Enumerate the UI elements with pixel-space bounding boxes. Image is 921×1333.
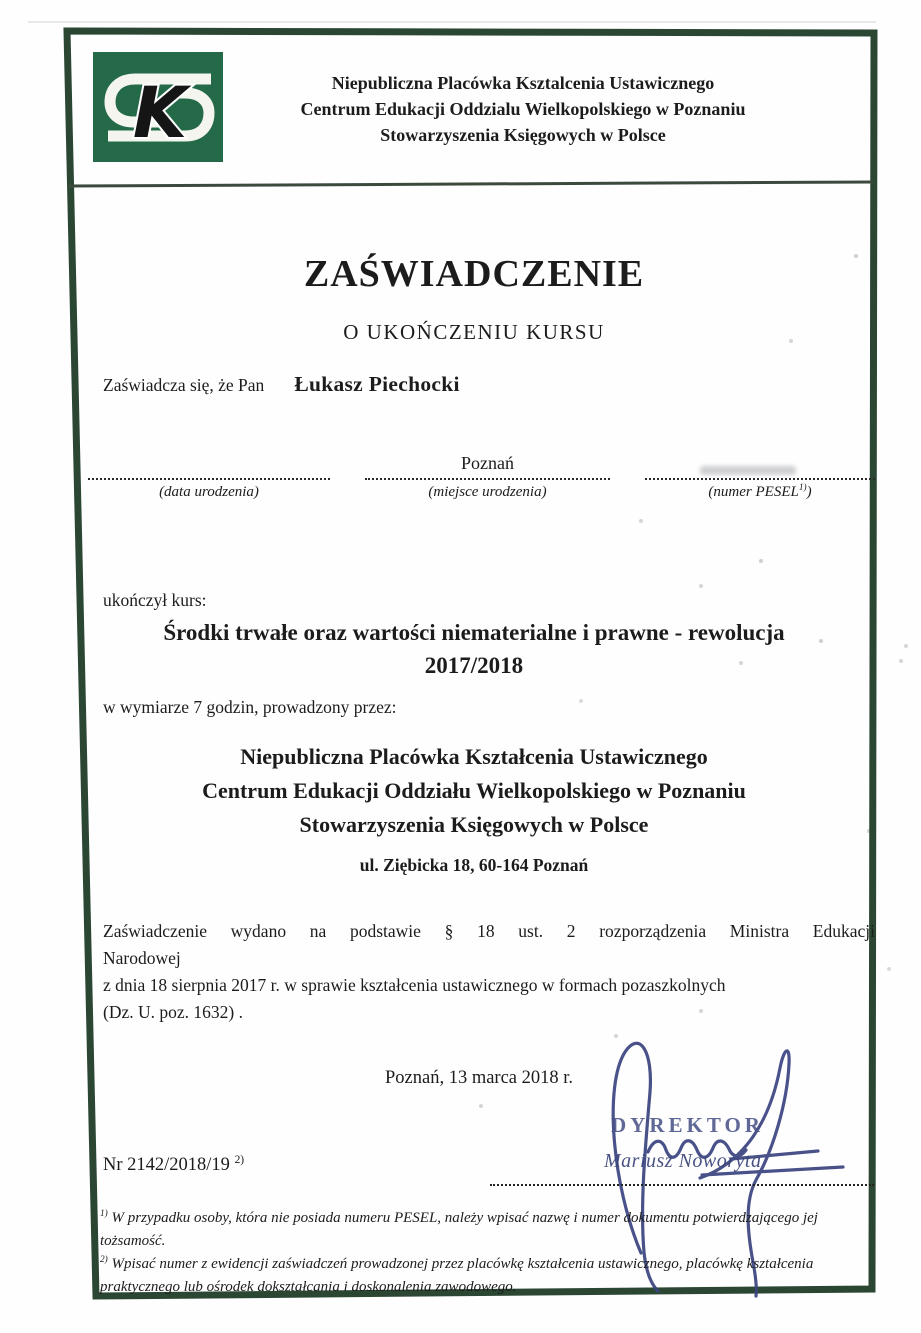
birth-place-value: Poznań: [461, 453, 514, 473]
birth-place-label: (miejsce urodzenia): [428, 484, 547, 500]
skwp-logo: [93, 52, 223, 162]
legal-basis: [103, 918, 875, 1026]
course-lead: ukończył kurs:: [103, 590, 207, 610]
legal-line-2: Narodowej: [103, 948, 181, 968]
director-stamp-name: Mariusz Noworyta: [604, 1150, 762, 1172]
birth-date-value: [88, 450, 330, 476]
signature-dotted-line: [490, 1182, 874, 1186]
scan-noise: [0, 0, 2, 2]
legal-line-3: z dnia 18 sierpnia 2017 r. w sprawie kształcenia ustawicznego w formach pozaszkolnych: [103, 975, 726, 995]
course-title-line1: Środki trwałe oraz wartości niematerialne i prawne - rewolucja: [163, 620, 785, 645]
course-title: [74, 616, 874, 682]
provider-line-2: Centrum Edukacji Oddziału Wielkopolskiego w Poznaniu: [202, 778, 746, 803]
recipient-intro: Zaświadcza się, że Pan: [103, 375, 265, 395]
org-line-1: Niepubliczna Placówka Ksztalcenia Ustawicznego: [331, 73, 715, 93]
org-line-3: Stowarzyszenia Księgowych w Polsce: [380, 125, 666, 145]
course-duration: w wymiarze 7 godzin, prowadzony przez:: [103, 697, 397, 717]
provider-line-1: Niepubliczna Placówka Kształcenia Ustawicznego: [240, 744, 708, 769]
recipient-row: [103, 372, 460, 397]
scan-artifact-line: [28, 21, 876, 23]
certificate-title: ZAŚWIADCZENIE: [303, 253, 645, 295]
course-title-line2: 2017/2018: [424, 653, 524, 678]
issue-place-date: Poznań, 13 marca 2018 r.: [385, 1068, 574, 1088]
footnotes: [100, 1207, 880, 1299]
field-birth-date: [88, 450, 330, 501]
footnote-2: $^{2)}$ Wpisać numer z ewidencji zaświadczeń prowadzonej przez placówkę kształcenia ustawicznego, placówkę kształcenia praktycznego lub ośrodek dokształcania i doskonalenia zawodowego.: [100, 1255, 814, 1295]
birth-date-label: (data urodzenia): [159, 484, 259, 500]
provider-address: ul. Ziębicka 18, 60-164 Poznań: [359, 855, 589, 875]
org-line-2: Centrum Edukacji Oddzialu Wielkopolskiego w Poznaniu: [300, 99, 746, 119]
pesel-redaction-smudge: [700, 466, 796, 475]
legal-line-4: (Dz. U. poz. 1632) .: [103, 1002, 243, 1022]
field-pesel: (numer PESEL$^{1)}$): [645, 450, 875, 501]
field-birth-place: [365, 450, 610, 501]
recipient-name: Łukasz Piechocki: [294, 372, 460, 396]
certificate-number: Nr 2142/2018/19 $^{2)}$: [103, 1153, 245, 1175]
legal-line-1: Zaświadczenie wydano na podstawie § 18 ust. 2 rozporządzenia Ministra Edukacji: [103, 921, 875, 941]
pesel-label: (numer PESEL: [708, 484, 799, 500]
header-organization: [238, 70, 808, 148]
provider-line-3: Stowarzyszenia Księgowych w Polsce: [299, 812, 649, 837]
footnote-1: $^{1)}$ W przypadku osoby, która nie posiada numeru PESEL, należy wpisać nazwę i numer dokumentu potwierdzającego jej tożsamość.: [100, 1209, 818, 1249]
header-separator-line: [68, 182, 873, 186]
certificate-subtitle: O UKOŃCZENIU KURSU: [343, 320, 605, 344]
director-stamp-title: DYREKTOR: [611, 1113, 764, 1137]
logo-k-letter: K: [132, 72, 188, 154]
provider-organization: [74, 740, 874, 842]
